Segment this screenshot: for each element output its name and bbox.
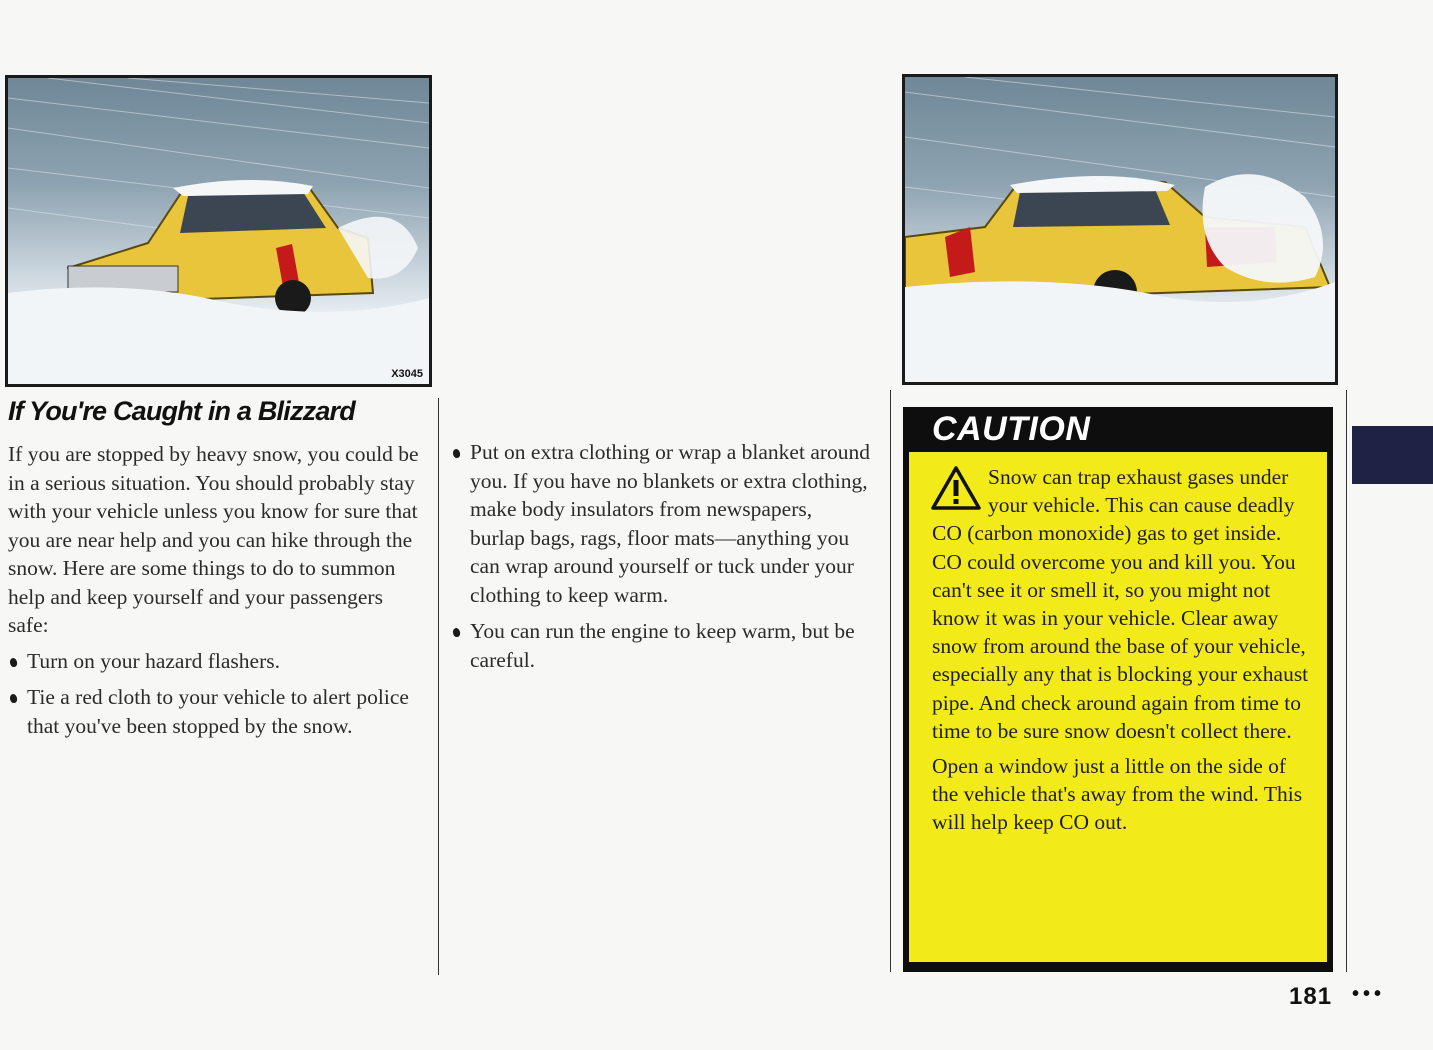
list-item: You can run the engine to keep warm, but be careful. bbox=[451, 617, 871, 674]
column-divider-right bbox=[890, 390, 891, 972]
list-item: Turn on your hazard flashers. bbox=[8, 647, 423, 676]
caution-paragraph-2: Open a window just a little on the side of the vehicle that's away from the wind. This will help keep CO out. bbox=[932, 754, 1303, 835]
column-divider-edge bbox=[1346, 390, 1347, 972]
car-in-blizzard-icon bbox=[8, 78, 429, 384]
section-heading: If You're Caught in a Blizzard bbox=[8, 396, 355, 426]
page-dots: ••• bbox=[1352, 983, 1386, 1005]
intro-paragraph: If you are stopped by heavy snow, you could be in a serious situation. You should probably stay with your vehicle unless you know for sure that you are near help and you can hike through the snow. Here are some things to do to summon help and keep yourself and your passengers safe: bbox=[8, 442, 419, 637]
caution-paragraph-1: Snow can trap exhaust gases under your vehicle. This can cause deadly CO (carbon monoxide) gas to get inside. CO could overcome you and kill you. You can't see it or smell it, so you might not know it was in your vehicle. Clear away snow from around the base of your vehicle, especially any that is blocking your exhaust pipe. And check around again from time to time to be sure snow doesn't collect there. bbox=[932, 465, 1309, 743]
column-divider-left bbox=[438, 398, 439, 975]
left-column-text bbox=[8, 440, 423, 748]
blizzard-car-illustration bbox=[5, 75, 432, 387]
warning-triangle-icon bbox=[930, 465, 982, 511]
bullet-icon bbox=[452, 448, 461, 458]
caution-text bbox=[932, 463, 1312, 844]
bullet-icon bbox=[9, 657, 18, 667]
exhaust-car-illustration bbox=[902, 74, 1338, 385]
list-item: Tie a red cloth to your vehicle to alert police that you've been stopped by the snow. bbox=[8, 683, 423, 740]
car-exhaust-snow-icon bbox=[905, 77, 1335, 382]
bullet-icon bbox=[452, 627, 461, 637]
caution-title: CAUTION bbox=[932, 410, 1091, 448]
bullet-icon bbox=[9, 693, 18, 703]
list-item: Put on extra clothing or wrap a blanket around you. If you have no blankets or extra clothing, make body insulators from newspapers, burlap bags, rags, floor mats—anything you can wrap around yourself or tuck under your clothing to keep warm. bbox=[451, 438, 871, 609]
middle-column-text bbox=[451, 438, 871, 682]
illustration-code: X3045 bbox=[391, 368, 423, 380]
page-number: 181 bbox=[1289, 983, 1333, 1010]
section-tab bbox=[1352, 426, 1433, 484]
